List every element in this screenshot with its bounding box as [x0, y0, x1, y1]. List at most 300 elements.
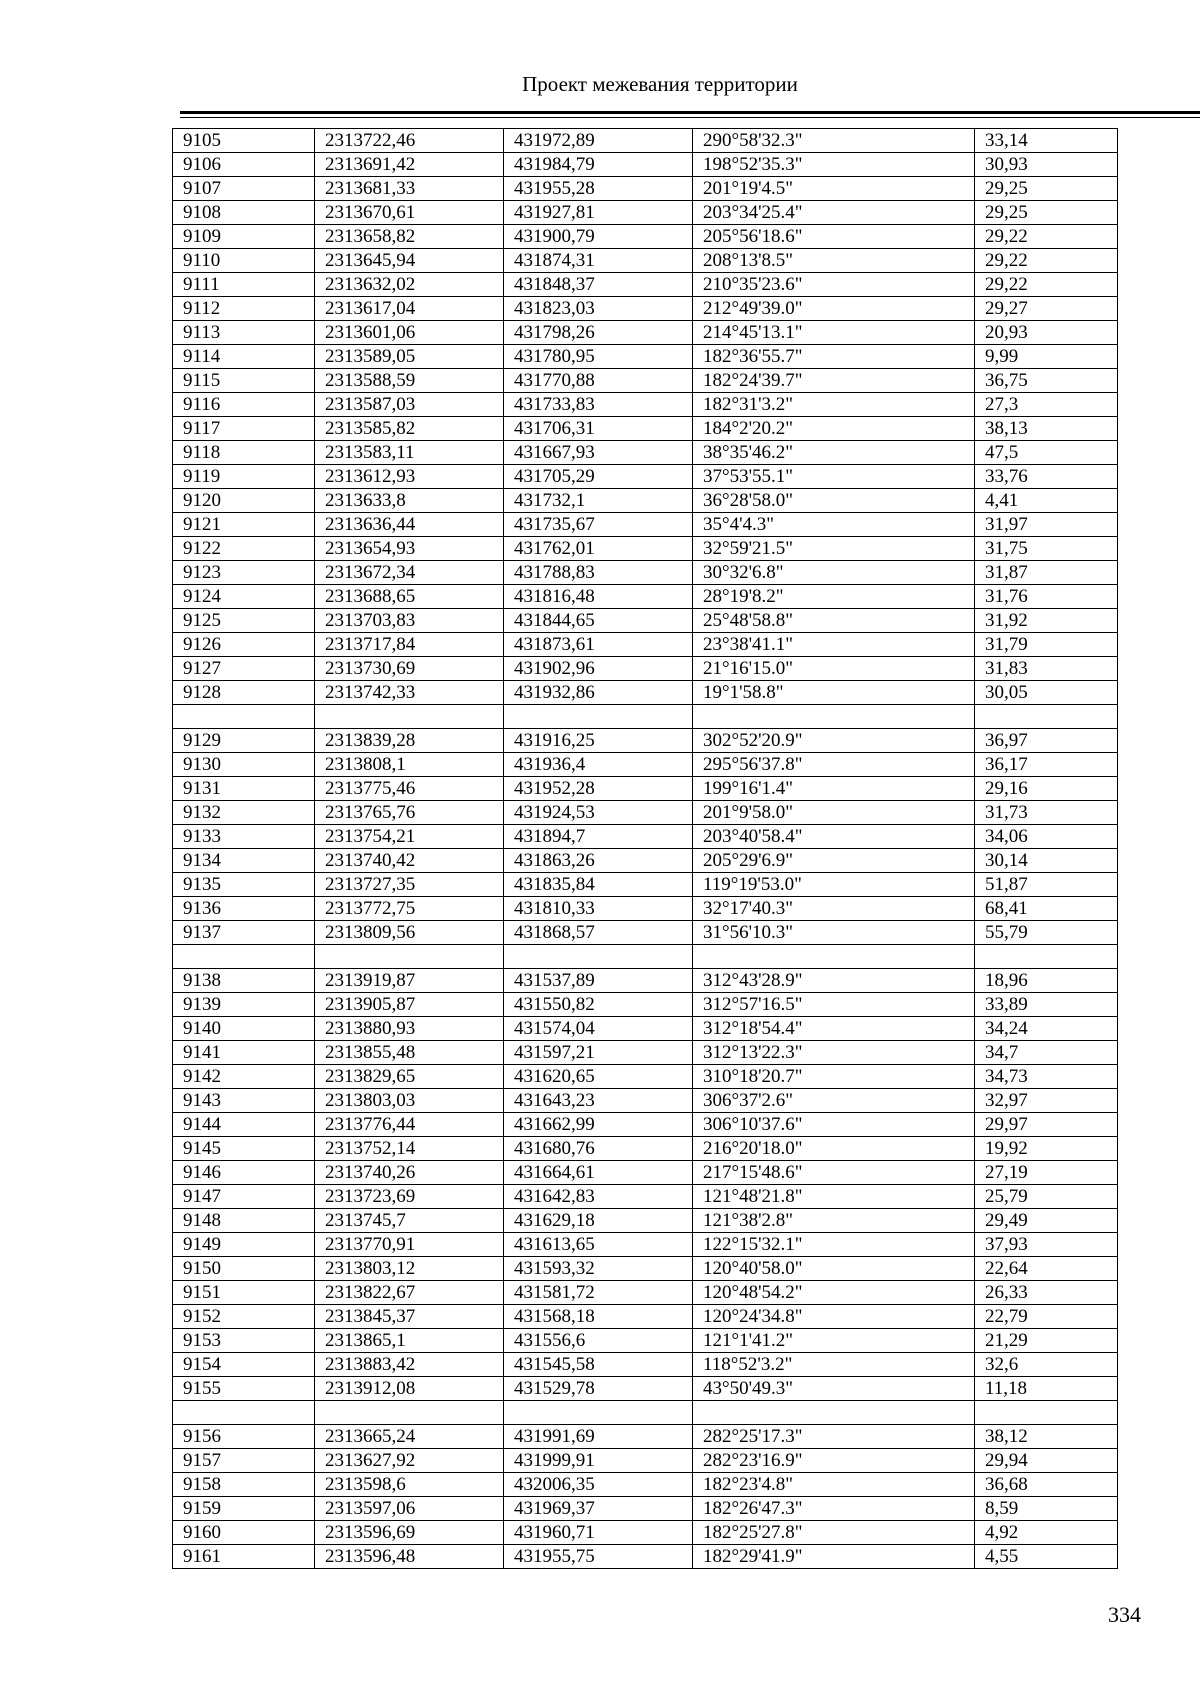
direction-angle-cell: 32°17'40.3" [693, 897, 975, 921]
y-coordinate-cell: 431984,79 [504, 153, 693, 177]
table-row [173, 489, 1118, 513]
table-row [173, 441, 1118, 465]
point-number-cell: 9129 [173, 729, 315, 753]
direction-angle-cell: 118°52'3.2" [693, 1353, 975, 1377]
direction-angle-cell: 35°4'4.3" [693, 513, 975, 537]
y-coordinate-cell: 431597,21 [504, 1041, 693, 1065]
x-coordinate-cell: 2313865,1 [315, 1329, 504, 1353]
y-coordinate-cell: 431550,82 [504, 993, 693, 1017]
direction-angle-cell: 306°37'2.6" [693, 1089, 975, 1113]
direction-angle-cell: 205°56'18.6" [693, 225, 975, 249]
distance-cell [975, 945, 1118, 969]
x-coordinate-cell: 2313598,6 [315, 1473, 504, 1497]
y-coordinate-cell: 431770,88 [504, 369, 693, 393]
distance-cell: 25,79 [975, 1185, 1118, 1209]
x-coordinate-cell [315, 705, 504, 729]
direction-angle-cell: 312°13'22.3" [693, 1041, 975, 1065]
x-coordinate-cell: 2313745,7 [315, 1209, 504, 1233]
y-coordinate-cell: 431991,69 [504, 1425, 693, 1449]
distance-cell: 34,73 [975, 1065, 1118, 1089]
x-coordinate-cell: 2313775,46 [315, 777, 504, 801]
table-row [173, 129, 1118, 153]
distance-cell: 31,76 [975, 585, 1118, 609]
direction-angle-cell: 120°40'58.0" [693, 1257, 975, 1281]
x-coordinate-cell [315, 1401, 504, 1425]
y-coordinate-cell: 431664,61 [504, 1161, 693, 1185]
y-coordinate-cell: 431798,26 [504, 321, 693, 345]
distance-cell: 31,92 [975, 609, 1118, 633]
coordinates-table-body [173, 129, 1118, 1569]
direction-angle-cell: 120°24'34.8" [693, 1305, 975, 1329]
distance-cell: 34,24 [975, 1017, 1118, 1041]
direction-angle-cell: 201°9'58.0" [693, 801, 975, 825]
y-coordinate-cell: 431868,57 [504, 921, 693, 945]
point-number-cell: 9115 [173, 369, 315, 393]
distance-cell: 4,92 [975, 1521, 1118, 1545]
distance-cell: 47,5 [975, 441, 1118, 465]
point-number-cell: 9132 [173, 801, 315, 825]
x-coordinate-cell: 2313645,94 [315, 249, 504, 273]
table-row [173, 177, 1118, 201]
point-number-cell: 9148 [173, 1209, 315, 1233]
distance-cell: 31,79 [975, 633, 1118, 657]
distance-cell: 31,97 [975, 513, 1118, 537]
table-row [173, 1137, 1118, 1161]
y-coordinate-cell: 431955,28 [504, 177, 693, 201]
y-coordinate-cell: 431529,78 [504, 1377, 693, 1401]
table-row [173, 1089, 1118, 1113]
point-number-cell [173, 1401, 315, 1425]
y-coordinate-cell: 431706,31 [504, 417, 693, 441]
y-coordinate-cell: 431581,72 [504, 1281, 693, 1305]
distance-cell: 9,99 [975, 345, 1118, 369]
point-number-cell: 9121 [173, 513, 315, 537]
x-coordinate-cell: 2313681,33 [315, 177, 504, 201]
table-row [173, 1545, 1118, 1569]
distance-cell: 32,97 [975, 1089, 1118, 1113]
x-coordinate-cell: 2313829,65 [315, 1065, 504, 1089]
direction-angle-cell: 30°32'6.8" [693, 561, 975, 585]
x-coordinate-cell: 2313703,83 [315, 609, 504, 633]
direction-angle-cell: 32°59'21.5" [693, 537, 975, 561]
point-number-cell: 9131 [173, 777, 315, 801]
x-coordinate-cell: 2313617,04 [315, 297, 504, 321]
table-row [173, 537, 1118, 561]
point-number-cell: 9156 [173, 1425, 315, 1449]
y-coordinate-cell: 431927,81 [504, 201, 693, 225]
x-coordinate-cell: 2313589,05 [315, 345, 504, 369]
point-number-cell: 9120 [173, 489, 315, 513]
distance-cell: 38,13 [975, 417, 1118, 441]
y-coordinate-cell: 431844,65 [504, 609, 693, 633]
direction-angle-cell: 122°15'32.1" [693, 1233, 975, 1257]
table-row [173, 729, 1118, 753]
direction-angle-cell: 198°52'35.3" [693, 153, 975, 177]
direction-angle-cell: 295°56'37.8" [693, 753, 975, 777]
direction-angle-cell: 310°18'20.7" [693, 1065, 975, 1089]
distance-cell: 36,75 [975, 369, 1118, 393]
distance-cell: 19,92 [975, 1137, 1118, 1161]
distance-cell: 30,93 [975, 153, 1118, 177]
y-coordinate-cell [504, 705, 693, 729]
y-coordinate-cell: 431593,32 [504, 1257, 693, 1281]
point-number-cell: 9118 [173, 441, 315, 465]
table-row [173, 1185, 1118, 1209]
table-row [173, 1017, 1118, 1041]
direction-angle-cell: 208°13'8.5" [693, 249, 975, 273]
distance-cell: 36,68 [975, 1473, 1118, 1497]
direction-angle-cell: 312°57'16.5" [693, 993, 975, 1017]
table-row [173, 1065, 1118, 1089]
point-number-cell: 9154 [173, 1353, 315, 1377]
x-coordinate-cell: 2313601,06 [315, 321, 504, 345]
y-coordinate-cell [504, 1401, 693, 1425]
point-number-cell: 9155 [173, 1377, 315, 1401]
distance-cell: 30,05 [975, 681, 1118, 705]
direction-angle-cell: 312°43'28.9" [693, 969, 975, 993]
x-coordinate-cell: 2313752,14 [315, 1137, 504, 1161]
distance-cell: 29,97 [975, 1113, 1118, 1137]
y-coordinate-cell [504, 945, 693, 969]
table-row [173, 849, 1118, 873]
x-coordinate-cell: 2313688,65 [315, 585, 504, 609]
point-number-cell: 9136 [173, 897, 315, 921]
point-number-cell: 9138 [173, 969, 315, 993]
point-number-cell: 9144 [173, 1113, 315, 1137]
x-coordinate-cell: 2313723,69 [315, 1185, 504, 1209]
x-coordinate-cell [315, 945, 504, 969]
page-number: 334 [1108, 1602, 1141, 1627]
y-coordinate-cell: 431705,29 [504, 465, 693, 489]
direction-angle-cell: 19°1'58.8" [693, 681, 975, 705]
x-coordinate-cell: 2313740,42 [315, 849, 504, 873]
direction-angle-cell: 36°28'58.0" [693, 489, 975, 513]
distance-cell: 29,49 [975, 1209, 1118, 1233]
y-coordinate-cell: 431620,65 [504, 1065, 693, 1089]
x-coordinate-cell: 2313776,44 [315, 1113, 504, 1137]
direction-angle-cell: 201°19'4.5" [693, 177, 975, 201]
point-number-cell: 9135 [173, 873, 315, 897]
direction-angle-cell: 216°20'18.0" [693, 1137, 975, 1161]
x-coordinate-cell: 2313632,02 [315, 273, 504, 297]
direction-angle-cell: 28°19'8.2" [693, 585, 975, 609]
x-coordinate-cell: 2313612,93 [315, 465, 504, 489]
x-coordinate-cell: 2313636,44 [315, 513, 504, 537]
table-row [173, 273, 1118, 297]
y-coordinate-cell: 431816,48 [504, 585, 693, 609]
point-number-cell: 9140 [173, 1017, 315, 1041]
y-coordinate-cell: 431556,6 [504, 1329, 693, 1353]
y-coordinate-cell: 431972,89 [504, 129, 693, 153]
x-coordinate-cell: 2313845,37 [315, 1305, 504, 1329]
x-coordinate-cell: 2313627,92 [315, 1449, 504, 1473]
separator-row [173, 705, 1118, 729]
point-number-cell: 9145 [173, 1137, 315, 1161]
point-number-cell: 9152 [173, 1305, 315, 1329]
y-coordinate-cell: 431932,86 [504, 681, 693, 705]
distance-cell: 29,25 [975, 201, 1118, 225]
point-number-cell: 9108 [173, 201, 315, 225]
point-number-cell: 9107 [173, 177, 315, 201]
distance-cell: 31,87 [975, 561, 1118, 585]
direction-angle-cell: 182°36'55.7" [693, 345, 975, 369]
x-coordinate-cell: 2313596,69 [315, 1521, 504, 1545]
x-coordinate-cell: 2313919,87 [315, 969, 504, 993]
y-coordinate-cell: 431999,91 [504, 1449, 693, 1473]
point-number-cell: 9146 [173, 1161, 315, 1185]
point-number-cell: 9133 [173, 825, 315, 849]
table-row [173, 1233, 1118, 1257]
direction-angle-cell: 205°29'6.9" [693, 849, 975, 873]
table-row [173, 1449, 1118, 1473]
table-row [173, 1497, 1118, 1521]
table-row [173, 225, 1118, 249]
y-coordinate-cell: 431642,83 [504, 1185, 693, 1209]
table-row [173, 801, 1118, 825]
distance-cell: 29,22 [975, 225, 1118, 249]
y-coordinate-cell: 431955,75 [504, 1545, 693, 1569]
table-row [173, 1353, 1118, 1377]
distance-cell: 29,22 [975, 273, 1118, 297]
x-coordinate-cell: 2313754,21 [315, 825, 504, 849]
point-number-cell: 9110 [173, 249, 315, 273]
point-number-cell: 9139 [173, 993, 315, 1017]
direction-angle-cell: 119°19'53.0" [693, 873, 975, 897]
direction-angle-cell: 214°45'13.1" [693, 321, 975, 345]
direction-angle-cell: 312°18'54.4" [693, 1017, 975, 1041]
distance-cell [975, 1401, 1118, 1425]
direction-angle-cell: 182°31'3.2" [693, 393, 975, 417]
x-coordinate-cell: 2313587,03 [315, 393, 504, 417]
y-coordinate-cell: 431960,71 [504, 1521, 693, 1545]
distance-cell: 51,87 [975, 873, 1118, 897]
point-number-cell: 9142 [173, 1065, 315, 1089]
point-number-cell: 9114 [173, 345, 315, 369]
table-row [173, 1041, 1118, 1065]
distance-cell: 37,93 [975, 1233, 1118, 1257]
table-row [173, 993, 1118, 1017]
y-coordinate-cell: 431863,26 [504, 849, 693, 873]
distance-cell: 4,41 [975, 489, 1118, 513]
distance-cell: 29,94 [975, 1449, 1118, 1473]
y-coordinate-cell: 431969,37 [504, 1497, 693, 1521]
direction-angle-cell: 203°34'25.4" [693, 201, 975, 225]
direction-angle-cell: 182°29'41.9" [693, 1545, 975, 1569]
x-coordinate-cell: 2313809,56 [315, 921, 504, 945]
distance-cell: 34,7 [975, 1041, 1118, 1065]
x-coordinate-cell: 2313740,26 [315, 1161, 504, 1185]
table-row [173, 609, 1118, 633]
table-row [173, 633, 1118, 657]
y-coordinate-cell: 431568,18 [504, 1305, 693, 1329]
direction-angle-cell: 217°15'48.6" [693, 1161, 975, 1185]
table-row [173, 153, 1118, 177]
direction-angle-cell: 282°25'17.3" [693, 1425, 975, 1449]
point-number-cell: 9157 [173, 1449, 315, 1473]
distance-cell: 4,55 [975, 1545, 1118, 1569]
distance-cell: 21,29 [975, 1329, 1118, 1353]
x-coordinate-cell: 2313727,35 [315, 873, 504, 897]
distance-cell: 29,22 [975, 249, 1118, 273]
table-row [173, 897, 1118, 921]
direction-angle-cell: 37°53'55.1" [693, 465, 975, 489]
x-coordinate-cell: 2313670,61 [315, 201, 504, 225]
table-row [173, 1257, 1118, 1281]
header-rule-thin [180, 117, 1200, 118]
table-row [173, 1305, 1118, 1329]
table-row [173, 297, 1118, 321]
point-number-cell: 9112 [173, 297, 315, 321]
y-coordinate-cell: 431810,33 [504, 897, 693, 921]
distance-cell: 18,96 [975, 969, 1118, 993]
distance-cell: 38,12 [975, 1425, 1118, 1449]
x-coordinate-cell: 2313596,48 [315, 1545, 504, 1569]
x-coordinate-cell: 2313597,06 [315, 1497, 504, 1521]
y-coordinate-cell: 431788,83 [504, 561, 693, 585]
x-coordinate-cell: 2313654,93 [315, 537, 504, 561]
point-number-cell: 9124 [173, 585, 315, 609]
distance-cell: 33,76 [975, 465, 1118, 489]
direction-angle-cell: 121°48'21.8" [693, 1185, 975, 1209]
table-row [173, 465, 1118, 489]
table-row [173, 873, 1118, 897]
x-coordinate-cell: 2313672,34 [315, 561, 504, 585]
distance-cell: 32,6 [975, 1353, 1118, 1377]
point-number-cell: 9126 [173, 633, 315, 657]
x-coordinate-cell: 2313722,46 [315, 129, 504, 153]
direction-angle-cell: 182°25'27.8" [693, 1521, 975, 1545]
point-number-cell: 9151 [173, 1281, 315, 1305]
point-number-cell: 9158 [173, 1473, 315, 1497]
table-row [173, 417, 1118, 441]
y-coordinate-cell: 431936,4 [504, 753, 693, 777]
table-row [173, 1161, 1118, 1185]
table-row [173, 201, 1118, 225]
x-coordinate-cell: 2313808,1 [315, 753, 504, 777]
x-coordinate-cell: 2313839,28 [315, 729, 504, 753]
y-coordinate-cell: 431900,79 [504, 225, 693, 249]
table-row [173, 345, 1118, 369]
x-coordinate-cell: 2313765,76 [315, 801, 504, 825]
direction-angle-cell: 38°35'46.2" [693, 441, 975, 465]
document-title: Проект межевания территории [522, 72, 798, 96]
y-coordinate-cell: 431629,18 [504, 1209, 693, 1233]
y-coordinate-cell: 431537,89 [504, 969, 693, 993]
x-coordinate-cell: 2313770,91 [315, 1233, 504, 1257]
table-row [173, 321, 1118, 345]
x-coordinate-cell: 2313803,03 [315, 1089, 504, 1113]
y-coordinate-cell: 431916,25 [504, 729, 693, 753]
table-row [173, 585, 1118, 609]
x-coordinate-cell: 2313633,8 [315, 489, 504, 513]
point-number-cell: 9128 [173, 681, 315, 705]
x-coordinate-cell: 2313855,48 [315, 1041, 504, 1065]
y-coordinate-cell: 432006,35 [504, 1473, 693, 1497]
direction-angle-cell: 282°23'16.9" [693, 1449, 975, 1473]
point-number-cell: 9105 [173, 129, 315, 153]
direction-angle-cell: 23°38'41.1" [693, 633, 975, 657]
direction-angle-cell: 25°48'58.8" [693, 609, 975, 633]
table-row [173, 1281, 1118, 1305]
x-coordinate-cell: 2313588,59 [315, 369, 504, 393]
direction-angle-cell: 31°56'10.3" [693, 921, 975, 945]
x-coordinate-cell: 2313717,84 [315, 633, 504, 657]
point-number-cell: 9125 [173, 609, 315, 633]
separator-row [173, 1401, 1118, 1425]
y-coordinate-cell: 431835,84 [504, 873, 693, 897]
coordinates-table [172, 128, 1118, 1569]
y-coordinate-cell: 431574,04 [504, 1017, 693, 1041]
point-number-cell: 9122 [173, 537, 315, 561]
table-row [173, 921, 1118, 945]
distance-cell [975, 705, 1118, 729]
point-number-cell: 9161 [173, 1545, 315, 1569]
direction-angle-cell [693, 1401, 975, 1425]
point-number-cell: 9137 [173, 921, 315, 945]
direction-angle-cell: 120°48'54.2" [693, 1281, 975, 1305]
direction-angle-cell: 43°50'49.3" [693, 1377, 975, 1401]
direction-angle-cell: 210°35'23.6" [693, 273, 975, 297]
distance-cell: 20,93 [975, 321, 1118, 345]
table-row [173, 1473, 1118, 1497]
table-row [173, 777, 1118, 801]
direction-angle-cell: 182°26'47.3" [693, 1497, 975, 1521]
y-coordinate-cell: 431952,28 [504, 777, 693, 801]
y-coordinate-cell: 431874,31 [504, 249, 693, 273]
x-coordinate-cell: 2313585,82 [315, 417, 504, 441]
point-number-cell: 9159 [173, 1497, 315, 1521]
direction-angle-cell: 212°49'39.0" [693, 297, 975, 321]
direction-angle-cell: 184°2'20.2" [693, 417, 975, 441]
point-number-cell: 9149 [173, 1233, 315, 1257]
distance-cell: 29,25 [975, 177, 1118, 201]
table-row [173, 369, 1118, 393]
table-row [173, 561, 1118, 585]
point-number-cell: 9109 [173, 225, 315, 249]
point-number-cell [173, 705, 315, 729]
table-row [173, 1113, 1118, 1137]
x-coordinate-cell: 2313912,08 [315, 1377, 504, 1401]
direction-angle-cell: 121°1'41.2" [693, 1329, 975, 1353]
y-coordinate-cell: 431848,37 [504, 273, 693, 297]
x-coordinate-cell: 2313880,93 [315, 1017, 504, 1041]
y-coordinate-cell: 431545,58 [504, 1353, 693, 1377]
y-coordinate-cell: 431735,67 [504, 513, 693, 537]
direction-angle-cell: 302°52'20.9" [693, 729, 975, 753]
direction-angle-cell: 182°23'4.8" [693, 1473, 975, 1497]
point-number-cell: 9113 [173, 321, 315, 345]
distance-cell: 55,79 [975, 921, 1118, 945]
y-coordinate-cell: 431780,95 [504, 345, 693, 369]
point-number-cell: 9130 [173, 753, 315, 777]
direction-angle-cell: 121°38'2.8" [693, 1209, 975, 1233]
point-number-cell: 9134 [173, 849, 315, 873]
point-number-cell [173, 945, 315, 969]
header-rule-thick [180, 111, 1200, 114]
distance-cell: 22,64 [975, 1257, 1118, 1281]
point-number-cell: 9123 [173, 561, 315, 585]
x-coordinate-cell: 2313658,82 [315, 225, 504, 249]
distance-cell: 34,06 [975, 825, 1118, 849]
table-row [173, 513, 1118, 537]
x-coordinate-cell: 2313742,33 [315, 681, 504, 705]
y-coordinate-cell: 431680,76 [504, 1137, 693, 1161]
x-coordinate-cell: 2313583,11 [315, 441, 504, 465]
distance-cell: 27,19 [975, 1161, 1118, 1185]
distance-cell: 33,14 [975, 129, 1118, 153]
direction-angle-cell: 203°40'58.4" [693, 825, 975, 849]
separator-row [173, 945, 1118, 969]
